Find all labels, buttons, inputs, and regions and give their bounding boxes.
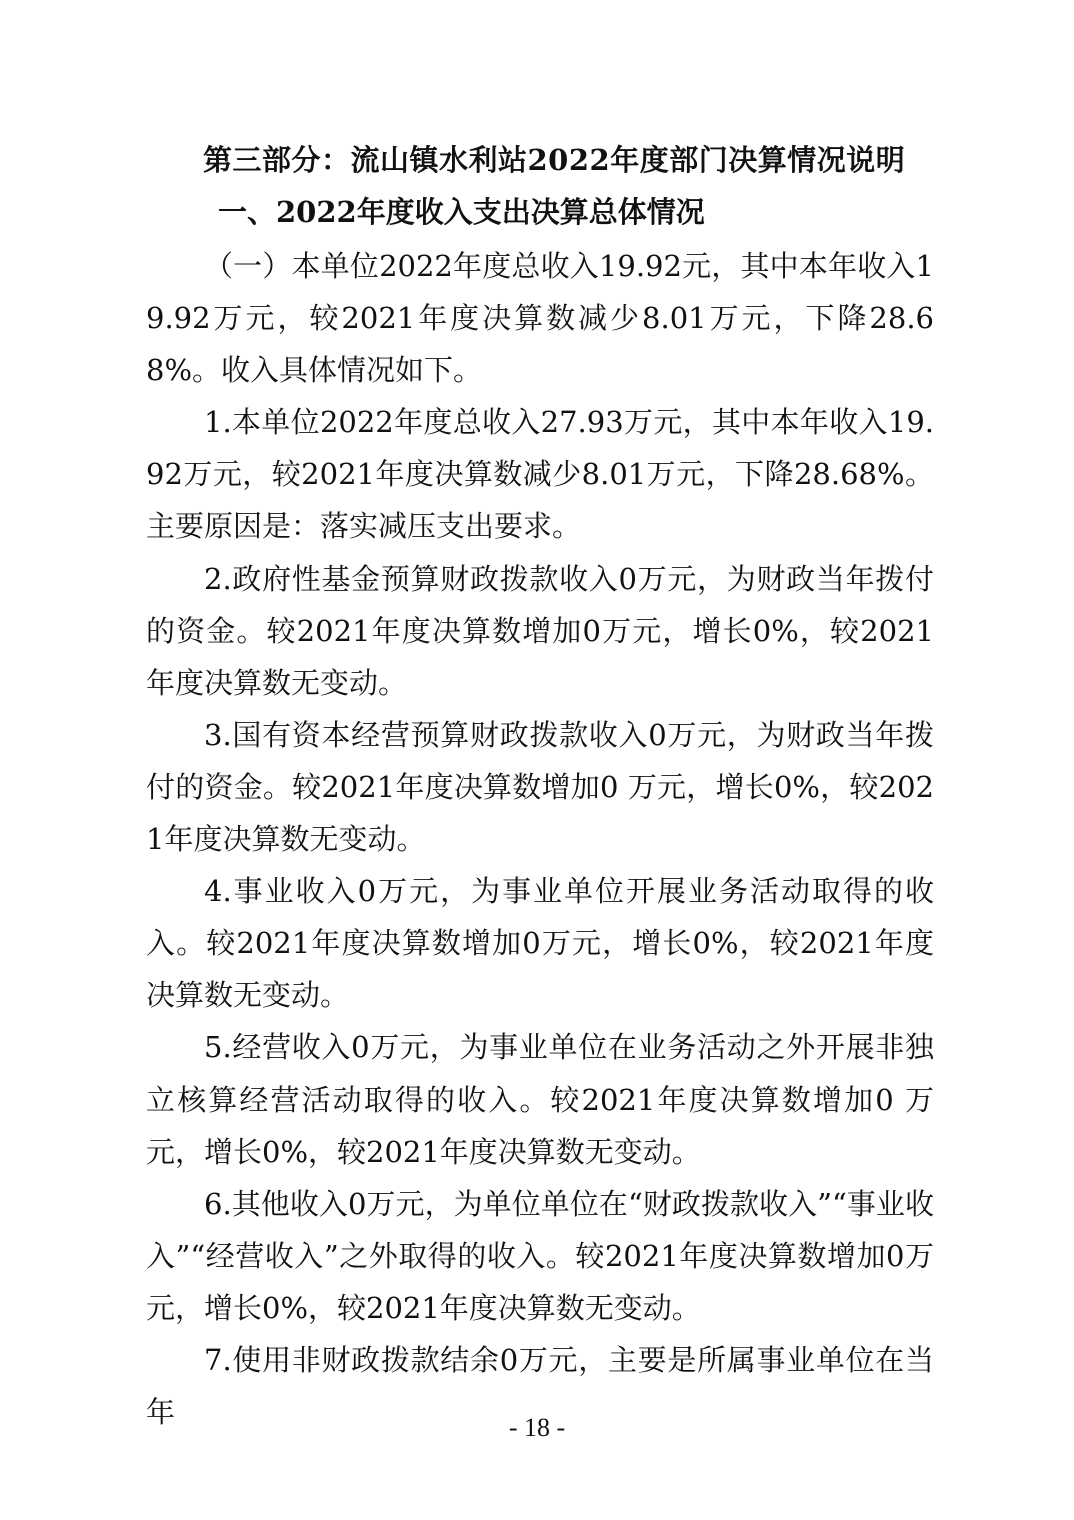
- paragraph-overview: （一）本单位2022年度总收入19.92元，其中本年收入19.92万元，较2021年度决算数减少8.01万元，下降28.68%。收入具体情况如下。: [146, 249, 934, 388]
- page-number: - 18 -: [508, 1413, 566, 1442]
- paragraph-item-4: 4.事业收入0万元，为事业单位开展业务活动取得的收入。较2021年度决算数增加0万元，增长0%，较2021年度决算数无变动。: [146, 874, 934, 1013]
- document-body: [146, 240, 934, 1438]
- document-title: 第三部分：流山镇水利站2022年度部门决算情况说明: [203, 143, 906, 177]
- paragraph-item-5: 5.经营收入0万元，为事业单位在业务活动之外开展非独立核算经营活动取得的收入。较2021年度决算数增加0 万元，增长0%，较2021年度决算数无变动。: [146, 1030, 934, 1169]
- paragraph-item-1: 1.本单位2022年度总收入27.93万元，其中本年收入19.92万元，较2021年度决算数减少8.01万元，下降28.68%。主要原因是：落实减压支出要求。: [146, 405, 934, 544]
- paragraph-item-7: 7.使用非财政拨款结余0万元，主要是所属事业单位在当年: [146, 1342, 934, 1430]
- section-heading: 一、2022年度收入支出决算总体情况: [218, 195, 705, 229]
- paragraph-item-3: 3.国有资本经营预算财政拨款收入0万元，为财政当年拨付的资金。较2021年度决算数增加0 万元，增长0%，较2021年度决算数无变动。: [146, 717, 934, 857]
- paragraph-item-6: 6.其他收入0万元，为单位单位在“财政拨款收入”“事业收入”“经营收入”之外取得的收入。较2021年度决算数增加0万元，增长0%，较2021年度决算数无变动。: [146, 1186, 934, 1325]
- paragraph-item-2: 2.政府性基金预算财政拨款收入0万元，为财政当年拨付的资金。较2021年度决算数增加0万元，增长0%，较2021年度决算数无变动。: [146, 561, 934, 700]
